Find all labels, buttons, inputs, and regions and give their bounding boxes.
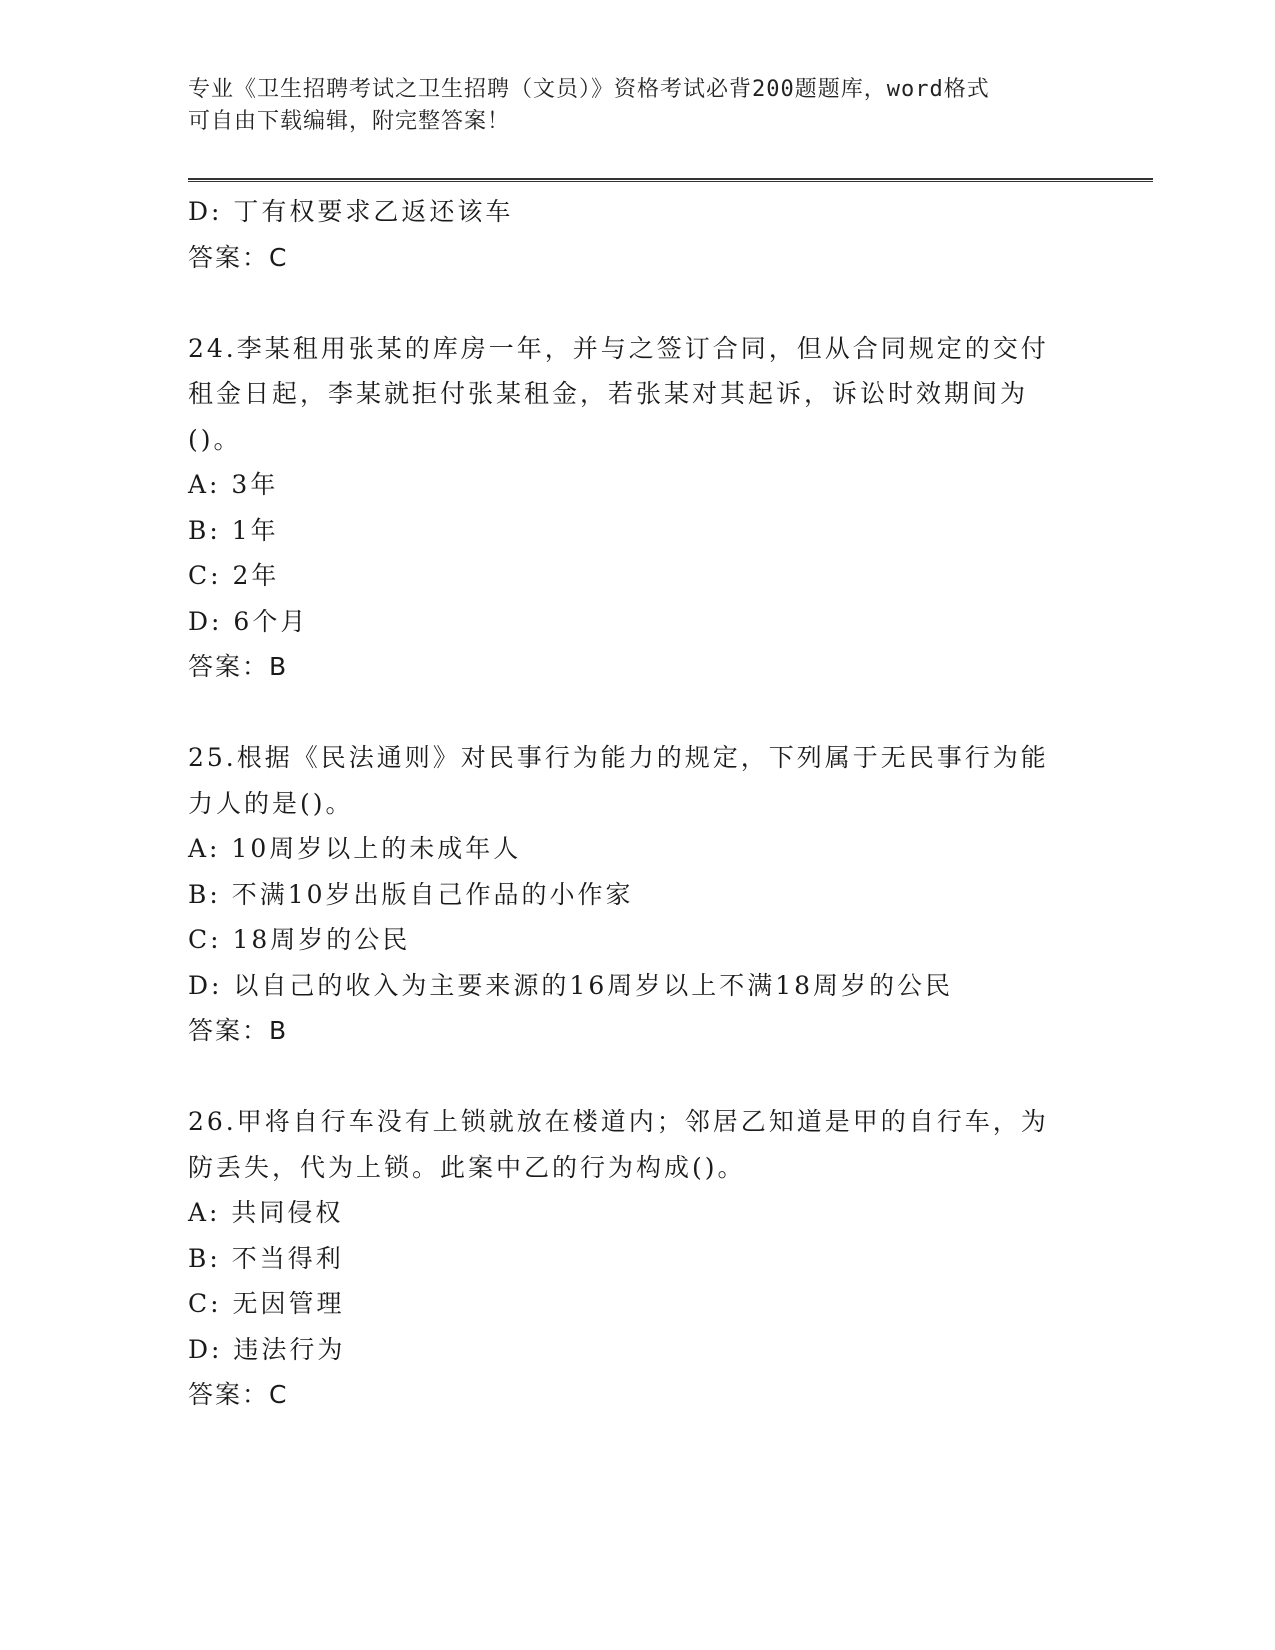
- option-a: A: 10周岁以上的未成年人: [188, 834, 522, 863]
- question-25: [188, 735, 1088, 1054]
- question-stem-line: ()。: [188, 424, 242, 454]
- question-list: [188, 189, 1088, 1418]
- option-c: C: 无因管理: [188, 1289, 345, 1318]
- option-a: A: 3年: [188, 470, 279, 499]
- answer-line: 答案：C: [188, 1380, 289, 1409]
- header-divider: [188, 178, 1153, 182]
- question-stem-line: 26.甲将自行车没有上锁就放在楼道内；邻居乙知道是甲的自行车，为: [188, 1107, 1049, 1136]
- option-c: C: 18周岁的公民: [188, 925, 411, 954]
- option-b: B: 不满10岁出版自己作品的小作家: [188, 879, 634, 909]
- answer-line: 答案：B: [188, 1016, 289, 1045]
- spacer: [188, 280, 1088, 326]
- question-stem-line: 25.根据《民法通则》对民事行为能力的规定，下列属于无民事行为能: [188, 743, 1049, 772]
- prev-question-answer: 答案：C: [188, 242, 289, 272]
- question-stem-line: 租金日起，李某就拒付张某租金，若张某对其起诉，诉讼时效期间为: [188, 379, 1029, 408]
- prev-question-option-d: D: 丁有权要求乙返还该车: [188, 197, 514, 226]
- option-c: C: 2年: [188, 561, 280, 590]
- answer-line: 答案：B: [188, 652, 289, 681]
- option-a: A: 共同侵权: [188, 1198, 344, 1227]
- question-stem-line: 24.李某租用张某的库房一年，并与之签订合同，但从合同规定的交付: [188, 333, 1049, 363]
- question-26: [188, 1099, 1088, 1418]
- spacer: [188, 690, 1088, 736]
- question-stem-line: 力人的是()。: [188, 788, 354, 818]
- header-line-2: 可自由下载编辑，附完整答案！: [188, 109, 511, 134]
- option-d: D: 6个月: [188, 606, 309, 636]
- question-stem-line: 防丢失，代为上锁。此案中乙的行为构成()。: [188, 1152, 746, 1182]
- option-b: B: 不当得利: [188, 1243, 344, 1273]
- option-d: D: 违法行为: [188, 1334, 346, 1364]
- header-line-1: 专业《卫生招聘考试之卫生招聘（文员）》资格考试必背200题题库，word格式: [188, 77, 990, 102]
- option-b: B: 1年: [188, 515, 279, 545]
- document-header: [188, 74, 1088, 138]
- spacer: [188, 1054, 1088, 1100]
- option-d: D: 以自己的收入为主要来源的16周岁以上不满18周岁的公民: [188, 970, 954, 1000]
- question-24: [188, 326, 1088, 690]
